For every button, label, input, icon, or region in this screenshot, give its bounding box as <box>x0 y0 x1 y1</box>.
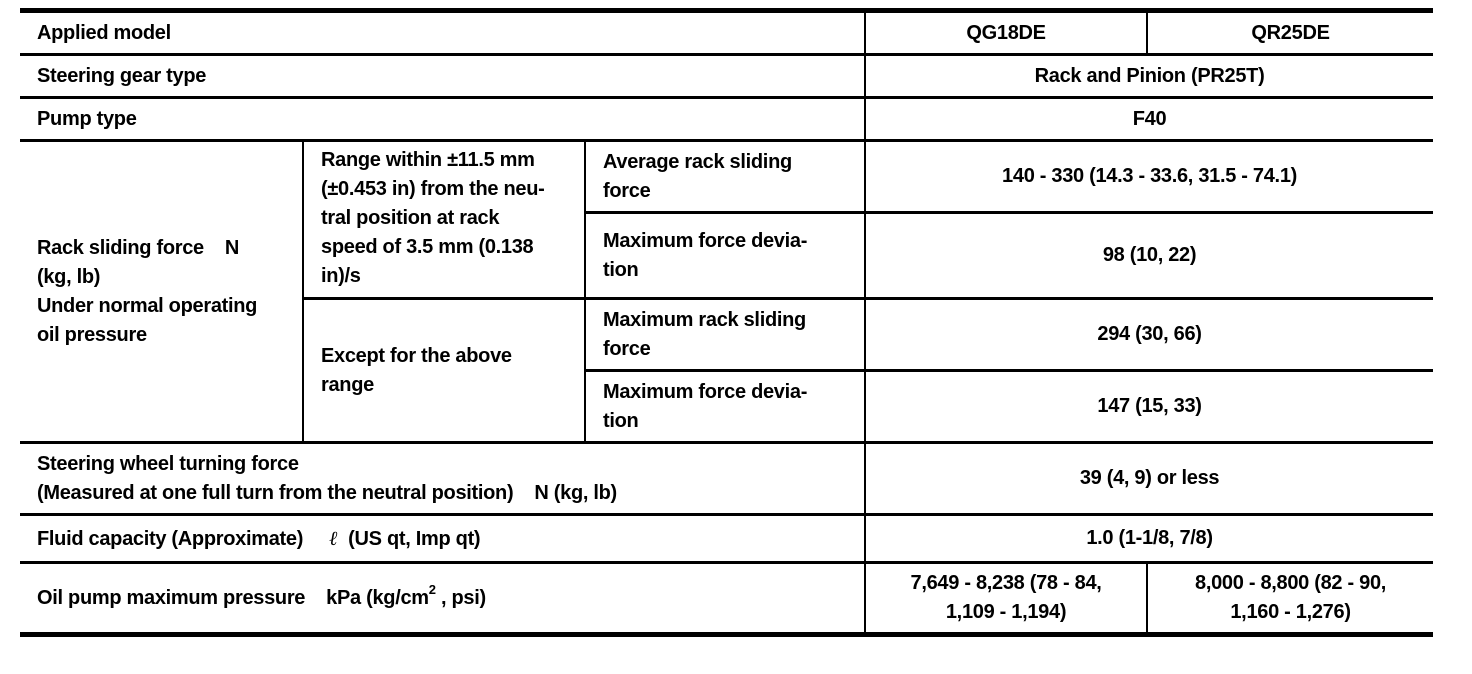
wheel-turning-force-value: 39 (4, 9) or less <box>865 443 1433 515</box>
rack-sliding-force-label <box>20 141 303 443</box>
maxdev2-line1: Maximum force devia- <box>603 380 808 403</box>
pump-type-label: Pump type <box>20 98 865 141</box>
range-within-label <box>303 141 585 299</box>
except-line2: range <box>321 373 374 396</box>
table-row-steering-gear <box>20 55 1433 98</box>
oil-pump-pressure-qr25de <box>1147 563 1433 635</box>
column-header-qg18de: QG18DE <box>865 11 1147 55</box>
oil-pump-pressure-qg18de <box>865 563 1147 635</box>
qg-pressure-line1: 7,649 - 8,238 (78 - 84, <box>910 572 1102 594</box>
liter-symbol: ℓ <box>329 525 338 550</box>
wheel-turning-force-label <box>20 443 865 515</box>
oil-pump-pressure-label <box>20 563 865 635</box>
except-line1: Except for the above <box>321 344 512 367</box>
qr-pressure-line1: 8,000 - 8,800 (82 - 90, <box>1195 572 1387 594</box>
steering-gear-value: Rack and Pinion (PR25T) <box>865 55 1433 98</box>
range-line2: (±0.453 in) from the neu- <box>321 178 545 200</box>
max-force-deviation-label <box>585 213 865 299</box>
except-range-label <box>303 299 585 443</box>
fluid-capacity-units: (US qt, Imp qt) <box>348 527 481 550</box>
range-line5: in)/s <box>321 265 361 287</box>
max-force-deviation-2-value: 147 (15, 33) <box>865 371 1433 443</box>
fluid-capacity-value: 1.0 (1-1/8, 7/8) <box>865 515 1433 563</box>
table-row-applied-model <box>20 11 1433 55</box>
applied-model-label: Applied model <box>20 11 865 55</box>
oil-pump-label-text: Oil pump maximum pressure kPa (kg/cm <box>37 586 429 609</box>
max-force-deviation-2-label <box>585 371 865 443</box>
fluid-capacity-label <box>20 515 865 563</box>
wheel-label-line2: (Measured at one full turn from the neutral position) N (kg, lb) <box>37 481 617 504</box>
oil-pump-label-superscript: 2 <box>428 581 436 597</box>
maxrack-line1: Maximum rack sliding <box>603 308 806 331</box>
rack-label-line1: Rack sliding force N <box>37 236 240 259</box>
specifications-table <box>20 8 1433 637</box>
maxrack-line2: force <box>603 337 651 360</box>
rack-label-line4: oil pressure <box>37 323 147 346</box>
rack-label-line3: Under normal operating <box>37 294 258 317</box>
max-rack-sliding-label <box>585 299 865 371</box>
table-row-wheel-turning <box>20 443 1433 515</box>
wheel-label-line1: Steering wheel turning force <box>37 452 299 475</box>
column-header-qr25de: QR25DE <box>1147 11 1433 55</box>
average-rack-sliding-label <box>585 141 865 213</box>
qr-pressure-line2: 1,160 - 1,276) <box>1230 601 1351 623</box>
maxdev1-line2: tion <box>603 258 639 281</box>
range-line4: speed of 3.5 mm (0.138 <box>321 236 534 258</box>
table-row-fluid-capacity <box>20 515 1433 563</box>
oil-pump-label-tail: , psi) <box>435 586 486 609</box>
fluid-capacity-text: Fluid capacity (Approximate) <box>37 527 304 550</box>
pump-type-value: F40 <box>865 98 1433 141</box>
range-line3: tral position at rack <box>321 207 500 229</box>
max-rack-sliding-value: 294 (30, 66) <box>865 299 1433 371</box>
maxdev1-line1: Maximum force devia- <box>603 229 808 252</box>
table-row-oil-pump-pressure <box>20 563 1433 635</box>
avg-label-line2: force <box>603 179 651 202</box>
steering-gear-label: Steering gear type <box>20 55 865 98</box>
table-row-average-rack <box>20 141 1433 213</box>
rack-label-line2: (kg, lb) <box>37 265 101 288</box>
max-force-deviation-value: 98 (10, 22) <box>865 213 1433 299</box>
maxdev2-line2: tion <box>603 409 639 432</box>
average-rack-sliding-value: 140 - 330 (14.3 - 33.6, 31.5 - 74.1) <box>865 141 1433 213</box>
range-line1: Range within ±11.5 mm <box>321 149 535 171</box>
avg-label-line1: Average rack sliding <box>603 150 792 173</box>
qg-pressure-line2: 1,109 - 1,194) <box>945 601 1067 623</box>
table-row-pump-type <box>20 98 1433 141</box>
